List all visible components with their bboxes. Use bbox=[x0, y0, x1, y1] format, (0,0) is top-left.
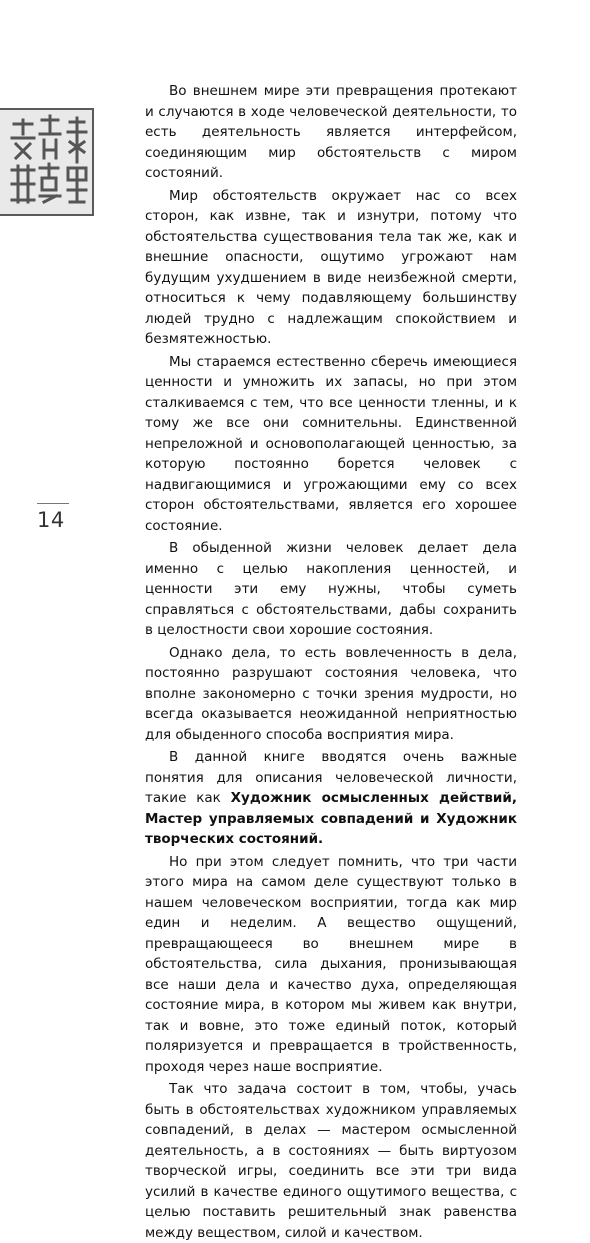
paragraph-4: В обыденной жизни человек делает дела именно с целью накопления ценностей, и ценности эти ему нужны, чтобы суметь справляться с обстоятельствами, дабы сохранить в целостности свои хорошие состояния. bbox=[145, 540, 517, 638]
seal-stamp-icon bbox=[0, 108, 94, 216]
page-number-rule bbox=[37, 503, 69, 504]
paragraph-6-bold-terms: Художник осмысленных действий, Мастер управляемых совпадений и Художник творческих состояний. bbox=[145, 790, 517, 847]
page-number: 14 bbox=[37, 508, 65, 532]
paragraph-8: Так что задача состоит в том, чтобы, учась быть в обстоятельствах художником управляемых совпадений, в делах — мастером осмысленной деятельность, а в состояниях — быть виртуозом творческой игры, соединить все эти три вида усилий в качестве единого ощутимого вещества, с целью поставить решительный знак равенства между веществом, силой и качеством. bbox=[145, 1081, 517, 1241]
paragraph-5: Однако дела, то есть вовлеченность в дела, постоянно разрушают состояния человека, что вполне закономерно с точки зрения мудрости, но всегда оказывается неожиданной неприятностью для обыденного способа восприятия мира. bbox=[145, 644, 517, 743]
text-body bbox=[145, 81, 517, 1243]
paragraph-6 bbox=[145, 747, 517, 850]
paragraph-2: Мир обстоятельств окружает нас со всех сторон, как извне, так и изнутри, потому что обстоятельства существования тела так же, как и внешние опасности, ощутимо угрожают нам будущим ухудшением в виде неизбежной смерти, относиться к чему подавляющему большинству людей трудно с надлежащим спокойствием и безмятежностью. bbox=[145, 187, 517, 347]
seal-glyphs bbox=[0, 110, 92, 214]
paragraph-1: Во внешнем мире эти превращения протекают и случаются в ходе человеческой деятельности, то есть деятельность является интерфейсом, соединяющим мир обстоятельств с миром состояний. bbox=[145, 83, 517, 181]
paragraph-7: Но при этом следует помнить, что три части этого мира на самом деле существуют только в нашем человеческом восприятии, тогда как мир един и неделим. А вещество ощущений, превращающееся во внешнем мире в обстоятельства, сила дыхания, пронизывающая все наши дела и качество духа, определяющая состояние мира, в котором мы живем как внутри, так и вовне, это тоже единый поток, который поляризуется и превращается в тройственность, проходя через наше восприятие. bbox=[145, 853, 517, 1075]
paragraph-6-text: В данной книге вводятся очень важные понятия для описания человеческой личности, такие как bbox=[145, 749, 517, 806]
paragraph-3: Мы стараемся естественно сберечь имеющиеся ценности и умножить их запасы, но при этом сталкиваемся с тем, что все ценности тленны, и к тому же все они сомнительны. Единственной непреложной и основополагающей ценностью, за которую постоянно борется человек с надвигающимися и угрожающими ему со всех сторон обстоятельствами, является его хорошее состояние. bbox=[145, 353, 517, 534]
